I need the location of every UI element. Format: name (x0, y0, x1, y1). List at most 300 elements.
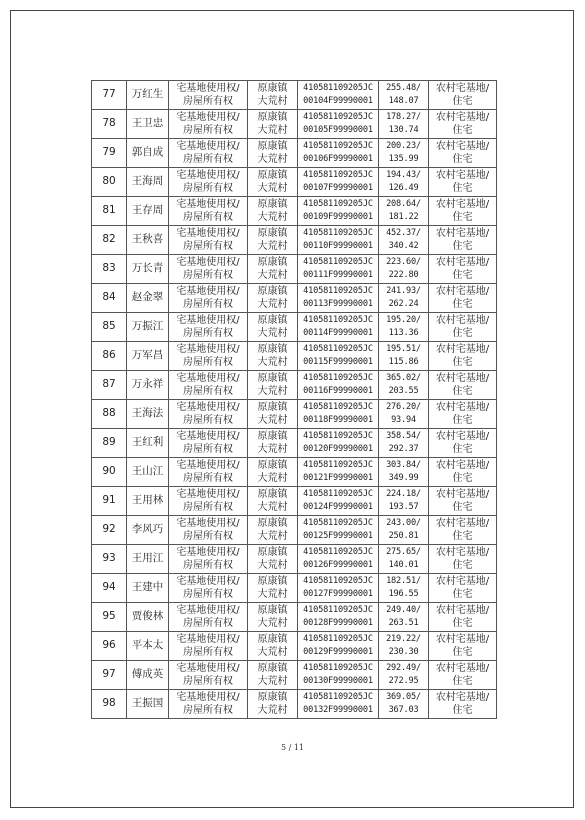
table-row (92, 342, 497, 371)
row-number-cell (92, 197, 127, 226)
unit-code-text: 00127F99990001 (303, 589, 373, 599)
table-body (92, 81, 497, 719)
unit-code-text: 00129F99990001 (303, 647, 373, 657)
unit-code-text: 410581109205JC (303, 314, 373, 325)
right-type-text: 房屋所有权 (183, 212, 233, 223)
area-text: 222.80 (388, 270, 419, 280)
unit-code-text: 00118F99990001 (303, 415, 373, 425)
owner-name-text: 王秋喜 (131, 233, 164, 246)
land-use-cell (429, 197, 497, 226)
location-text: 大荒村 (257, 676, 288, 687)
row-number-text: 79 (102, 146, 116, 159)
table-row (92, 371, 497, 400)
location-text: 大荒村 (257, 125, 288, 136)
right-type-text: 宅基地使用权/ (176, 575, 240, 587)
location-cell (248, 197, 298, 226)
area-text: 195.51/ (386, 343, 421, 354)
location-text: 大荒村 (257, 415, 288, 426)
location-text: 大荒村 (257, 589, 288, 600)
land-use-text: 住宅 (452, 647, 473, 658)
land-use-text: 农村宅基地/ (435, 198, 490, 210)
land-use-cell (429, 516, 497, 545)
land-use-text: 住宅 (452, 589, 473, 600)
location-cell (248, 487, 298, 516)
location-text: 大荒村 (257, 154, 288, 165)
unit-code-text: 410581109205JC (303, 575, 373, 586)
land-use-text: 住宅 (452, 299, 473, 310)
location-text: 原康镇 (257, 169, 288, 181)
row-number-cell (92, 458, 127, 487)
land-use-text: 农村宅基地/ (435, 372, 490, 384)
owner-name-text: 王卫忠 (131, 117, 164, 130)
area-text: 230.30 (388, 647, 419, 657)
row-number-cell (92, 342, 127, 371)
unit-code-cell (298, 400, 379, 429)
right-type-text: 宅基地使用权/ (176, 517, 240, 529)
unit-code-cell (298, 371, 379, 400)
area-text: 262.24 (388, 299, 419, 309)
area-text: 140.01 (388, 560, 419, 570)
row-number-text: 84 (102, 291, 116, 304)
unit-code-text: 410581109205JC (303, 604, 373, 615)
land-use-cell (429, 110, 497, 139)
right-type-text: 宅基地使用权/ (176, 401, 240, 413)
owner-name-text: 王振国 (131, 697, 164, 710)
owner-name-cell (127, 313, 169, 342)
row-number-cell (92, 429, 127, 458)
right-type-cell (169, 197, 248, 226)
table-row (92, 400, 497, 429)
right-type-cell (169, 313, 248, 342)
right-type-text: 宅基地使用权/ (176, 343, 240, 355)
table-row (92, 458, 497, 487)
land-use-cell (429, 342, 497, 371)
owner-name-text: 万长青 (131, 262, 164, 275)
unit-code-text: 00111F99990001 (303, 270, 373, 280)
land-use-text: 农村宅基地/ (435, 517, 490, 529)
area-text: 223.60/ (386, 256, 421, 267)
land-use-cell (429, 574, 497, 603)
owner-name-text: 王用林 (131, 494, 164, 507)
location-text: 原康镇 (257, 401, 288, 413)
area-cell (379, 371, 429, 400)
location-text: 原康镇 (257, 140, 288, 152)
owner-name-text: 傅成英 (131, 668, 164, 681)
row-number-cell (92, 516, 127, 545)
table-row (92, 110, 497, 139)
right-type-text: 房屋所有权 (183, 647, 233, 658)
owner-name-cell (127, 632, 169, 661)
location-text: 大荒村 (257, 531, 288, 542)
location-text: 原康镇 (257, 662, 288, 674)
location-cell (248, 400, 298, 429)
table-row (92, 168, 497, 197)
area-text: 178.27/ (386, 111, 421, 122)
row-number-text: 94 (102, 581, 116, 594)
land-use-text: 农村宅基地/ (435, 546, 490, 558)
owner-name-cell (127, 371, 169, 400)
land-use-cell (429, 400, 497, 429)
area-text: 115.86 (388, 357, 419, 367)
row-number-text: 97 (102, 668, 116, 681)
owner-name-text: 李风巧 (131, 523, 164, 536)
land-use-text: 住宅 (452, 183, 473, 194)
location-text: 大荒村 (257, 560, 288, 571)
owner-name-text: 万红生 (131, 88, 164, 101)
row-number-text: 95 (102, 610, 116, 623)
unit-code-text: 410581109205JC (303, 546, 373, 557)
location-cell (248, 458, 298, 487)
right-type-cell (169, 255, 248, 284)
right-type-cell (169, 661, 248, 690)
unit-code-cell (298, 603, 379, 632)
owner-name-cell (127, 603, 169, 632)
row-number-cell (92, 603, 127, 632)
row-number-cell (92, 400, 127, 429)
location-text: 原康镇 (257, 256, 288, 268)
row-number-cell (92, 139, 127, 168)
location-cell (248, 516, 298, 545)
land-use-text: 农村宅基地/ (435, 662, 490, 674)
location-text: 原康镇 (257, 372, 288, 384)
row-number-cell (92, 661, 127, 690)
right-type-text: 宅基地使用权/ (176, 227, 240, 239)
registration-table (91, 80, 497, 719)
right-type-text: 房屋所有权 (183, 328, 233, 339)
owner-name-cell (127, 284, 169, 313)
land-use-text: 住宅 (452, 444, 473, 455)
location-text: 大荒村 (257, 241, 288, 252)
area-text: 224.18/ (386, 488, 421, 499)
table-row (92, 603, 497, 632)
area-text: 219.22/ (386, 633, 421, 644)
land-use-text: 农村宅基地/ (435, 633, 490, 645)
unit-code-cell (298, 81, 379, 110)
owner-name-text: 王存周 (131, 204, 164, 217)
unit-code-text: 00106F99990001 (303, 154, 373, 164)
location-cell (248, 139, 298, 168)
area-text: 367.03 (388, 705, 419, 715)
location-text: 原康镇 (257, 430, 288, 442)
right-type-text: 房屋所有权 (183, 705, 233, 716)
right-type-text: 房屋所有权 (183, 154, 233, 165)
area-cell (379, 632, 429, 661)
owner-name-cell (127, 516, 169, 545)
owner-name-cell (127, 139, 169, 168)
right-type-text: 宅基地使用权/ (176, 285, 240, 297)
right-type-cell (169, 690, 248, 719)
right-type-text: 宅基地使用权/ (176, 604, 240, 616)
right-type-text: 宅基地使用权/ (176, 633, 240, 645)
area-cell (379, 516, 429, 545)
land-use-text: 农村宅基地/ (435, 140, 490, 152)
area-text: 148.07 (388, 96, 419, 106)
right-type-text: 宅基地使用权/ (176, 198, 240, 210)
land-use-cell (429, 313, 497, 342)
unit-code-cell (298, 661, 379, 690)
table-row (92, 516, 497, 545)
unit-code-cell (298, 255, 379, 284)
owner-name-cell (127, 110, 169, 139)
location-cell (248, 545, 298, 574)
unit-code-text: 410581109205JC (303, 343, 373, 354)
owner-name-text: 万振江 (131, 320, 164, 333)
area-cell (379, 603, 429, 632)
area-text: 276.20/ (386, 401, 421, 412)
row-number-text: 91 (102, 494, 116, 507)
right-type-cell (169, 487, 248, 516)
unit-code-text: 00104F99990001 (303, 96, 373, 106)
owner-name-cell (127, 168, 169, 197)
owner-name-cell (127, 487, 169, 516)
location-text: 大荒村 (257, 647, 288, 658)
area-cell (379, 110, 429, 139)
area-cell (379, 458, 429, 487)
location-cell (248, 168, 298, 197)
right-type-text: 宅基地使用权/ (176, 459, 240, 471)
area-text: 303.84/ (386, 459, 421, 470)
location-text: 大荒村 (257, 183, 288, 194)
area-cell (379, 661, 429, 690)
area-text: 452.37/ (386, 227, 421, 238)
right-type-text: 宅基地使用权/ (176, 546, 240, 558)
land-use-cell (429, 603, 497, 632)
unit-code-cell (298, 313, 379, 342)
row-number-cell (92, 574, 127, 603)
land-use-text: 住宅 (452, 676, 473, 687)
right-type-cell (169, 574, 248, 603)
unit-code-cell (298, 342, 379, 371)
right-type-cell (169, 371, 248, 400)
area-text: 369.05/ (386, 691, 421, 702)
area-text: 275.65/ (386, 546, 421, 557)
land-use-text: 住宅 (452, 154, 473, 165)
unit-code-text: 410581109205JC (303, 227, 373, 238)
owner-name-text: 郭自成 (131, 146, 164, 159)
row-number-text: 88 (102, 407, 116, 420)
location-text: 大荒村 (257, 328, 288, 339)
right-type-cell (169, 226, 248, 255)
area-text: 255.48/ (386, 82, 421, 93)
right-type-text: 房屋所有权 (183, 473, 233, 484)
unit-code-cell (298, 226, 379, 255)
owner-name-cell (127, 574, 169, 603)
area-cell (379, 429, 429, 458)
unit-code-text: 00113F99990001 (303, 299, 373, 309)
area-text: 340.42 (388, 241, 419, 251)
unit-code-text: 410581109205JC (303, 517, 373, 528)
owner-name-text: 万永祥 (131, 378, 164, 391)
unit-code-cell (298, 574, 379, 603)
row-number-cell (92, 81, 127, 110)
right-type-cell (169, 429, 248, 458)
land-use-text: 住宅 (452, 270, 473, 281)
land-use-cell (429, 168, 497, 197)
land-use-cell (429, 545, 497, 574)
location-text: 原康镇 (257, 691, 288, 703)
owner-name-text: 王建中 (131, 581, 164, 594)
right-type-text: 宅基地使用权/ (176, 691, 240, 703)
area-cell (379, 81, 429, 110)
owner-name-cell (127, 690, 169, 719)
unit-code-cell (298, 110, 379, 139)
owner-name-cell (127, 458, 169, 487)
area-cell (379, 690, 429, 719)
right-type-cell (169, 400, 248, 429)
right-type-text: 房屋所有权 (183, 676, 233, 687)
land-use-text: 住宅 (452, 502, 473, 513)
land-use-cell (429, 661, 497, 690)
owner-name-text: 赵金翠 (131, 291, 164, 304)
land-use-text: 农村宅基地/ (435, 227, 490, 239)
unit-code-text: 410581109205JC (303, 401, 373, 412)
owner-name-cell (127, 342, 169, 371)
right-type-text: 房屋所有权 (183, 444, 233, 455)
area-text: 130.74 (388, 125, 419, 135)
land-use-text: 住宅 (452, 125, 473, 136)
unit-code-cell (298, 545, 379, 574)
location-text: 大荒村 (257, 357, 288, 368)
right-type-text: 房屋所有权 (183, 183, 233, 194)
row-number-text: 93 (102, 552, 116, 565)
right-type-text: 宅基地使用权/ (176, 111, 240, 123)
area-cell (379, 255, 429, 284)
row-number-text: 85 (102, 320, 116, 333)
location-cell (248, 574, 298, 603)
table-row (92, 255, 497, 284)
right-type-text: 宅基地使用权/ (176, 140, 240, 152)
land-use-text: 农村宅基地/ (435, 314, 490, 326)
unit-code-text: 410581109205JC (303, 372, 373, 383)
unit-code-text: 410581109205JC (303, 662, 373, 673)
land-use-text: 农村宅基地/ (435, 285, 490, 297)
area-cell (379, 574, 429, 603)
area-cell (379, 226, 429, 255)
unit-code-cell (298, 139, 379, 168)
unit-code-text: 410581109205JC (303, 488, 373, 499)
unit-code-text: 410581109205JC (303, 111, 373, 122)
right-type-cell (169, 139, 248, 168)
land-use-text: 住宅 (452, 328, 473, 339)
right-type-text: 房屋所有权 (183, 589, 233, 600)
location-cell (248, 81, 298, 110)
location-cell (248, 342, 298, 371)
right-type-text: 房屋所有权 (183, 618, 233, 629)
location-text: 原康镇 (257, 633, 288, 645)
unit-code-cell (298, 168, 379, 197)
table-row (92, 226, 497, 255)
land-use-text: 农村宅基地/ (435, 343, 490, 355)
owner-name-text: 平本太 (131, 639, 164, 652)
right-type-text: 宅基地使用权/ (176, 82, 240, 94)
row-number-text: 81 (102, 204, 116, 217)
location-text: 大荒村 (257, 212, 288, 223)
land-use-text: 农村宅基地/ (435, 488, 490, 500)
land-use-text: 农村宅基地/ (435, 169, 490, 181)
location-text: 大荒村 (257, 386, 288, 397)
area-text: 126.49 (388, 183, 419, 193)
area-text: 182.51/ (386, 575, 421, 586)
land-use-text: 农村宅基地/ (435, 401, 490, 413)
unit-code-cell (298, 458, 379, 487)
unit-code-cell (298, 284, 379, 313)
table-row (92, 284, 497, 313)
row-number-cell (92, 284, 127, 313)
table-row (92, 545, 497, 574)
land-use-text: 住宅 (452, 386, 473, 397)
row-number-cell (92, 371, 127, 400)
area-text: 349.99 (388, 473, 419, 483)
row-number-text: 77 (102, 88, 116, 101)
area-text: 272.95 (388, 676, 419, 686)
right-type-cell (169, 516, 248, 545)
row-number-text: 83 (102, 262, 116, 275)
location-text: 原康镇 (257, 343, 288, 355)
land-use-cell (429, 690, 497, 719)
owner-name-cell (127, 661, 169, 690)
land-use-text: 农村宅基地/ (435, 575, 490, 587)
location-text: 原康镇 (257, 227, 288, 239)
unit-code-text: 410581109205JC (303, 169, 373, 180)
unit-code-cell (298, 429, 379, 458)
right-type-text: 房屋所有权 (183, 125, 233, 136)
table-row (92, 197, 497, 226)
owner-name-text: 万军昌 (131, 349, 164, 362)
owner-name-text: 王红利 (131, 436, 164, 449)
right-type-cell (169, 458, 248, 487)
location-text: 大荒村 (257, 444, 288, 455)
unit-code-cell (298, 516, 379, 545)
unit-code-cell (298, 632, 379, 661)
land-use-text: 农村宅基地/ (435, 256, 490, 268)
unit-code-text: 410581109205JC (303, 430, 373, 441)
unit-code-cell (298, 690, 379, 719)
land-use-text: 住宅 (452, 357, 473, 368)
table-row (92, 632, 497, 661)
table-row (92, 139, 497, 168)
right-type-text: 宅基地使用权/ (176, 662, 240, 674)
row-number-text: 87 (102, 378, 116, 391)
unit-code-text: 00125F99990001 (303, 531, 373, 541)
row-number-text: 86 (102, 349, 116, 362)
owner-name-cell (127, 197, 169, 226)
location-text: 原康镇 (257, 285, 288, 297)
row-number-cell (92, 110, 127, 139)
area-text: 249.40/ (386, 604, 421, 615)
unit-code-text: 00132F99990001 (303, 705, 373, 715)
right-type-cell (169, 342, 248, 371)
area-cell (379, 168, 429, 197)
area-cell (379, 487, 429, 516)
location-text: 原康镇 (257, 604, 288, 616)
location-text: 原康镇 (257, 82, 288, 94)
location-text: 大荒村 (257, 502, 288, 513)
location-text: 原康镇 (257, 546, 288, 558)
right-type-text: 房屋所有权 (183, 502, 233, 513)
location-text: 原康镇 (257, 314, 288, 326)
location-cell (248, 603, 298, 632)
area-text: 93.94 (391, 415, 416, 425)
land-use-cell (429, 632, 497, 661)
land-use-text: 住宅 (452, 618, 473, 629)
area-text: 292.37 (388, 444, 419, 454)
land-use-text: 住宅 (452, 473, 473, 484)
area-text: 200.23/ (386, 140, 421, 151)
row-number-cell (92, 690, 127, 719)
right-type-cell (169, 168, 248, 197)
unit-code-text: 00130F99990001 (303, 676, 373, 686)
unit-code-text: 00120F99990001 (303, 444, 373, 454)
